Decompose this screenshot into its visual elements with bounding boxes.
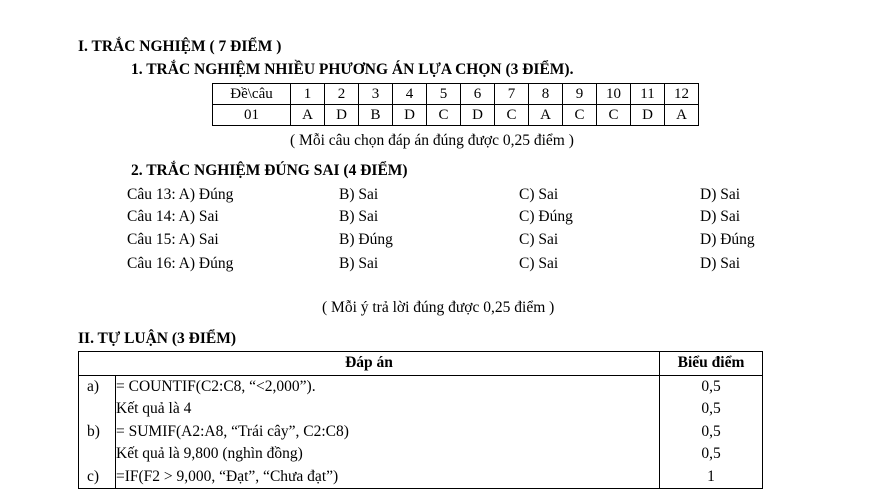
tf-option-b: B) Sai (339, 255, 379, 272)
tf-option-c: C) Sai (519, 231, 559, 248)
essay-row-label (79, 398, 116, 421)
essay-row-points: 0,5 (660, 443, 763, 466)
essay-row-label: c) (79, 466, 116, 489)
essay-row (79, 443, 763, 466)
question-cell: 5 (427, 84, 461, 105)
tf-option-b: B) Sai (339, 208, 379, 225)
answer-cell: C (563, 105, 597, 126)
essay-row (79, 421, 763, 444)
answer-cell: A (529, 105, 563, 126)
answer-cell: C (427, 105, 461, 126)
essay-row-points: 0,5 (660, 421, 763, 444)
tf-option-d: D) Đúng (700, 231, 755, 248)
question-cell: 3 (359, 84, 393, 105)
essay-row (79, 375, 763, 398)
essay-table (78, 351, 763, 489)
essay-header-row (79, 352, 763, 376)
answer-cell: D (631, 105, 665, 126)
answer-column-header: Đáp án (79, 352, 660, 376)
essay-row-label: b) (79, 421, 116, 444)
essay-row-answer: Kết quả là 4 (116, 398, 660, 421)
question-cell: 4 (393, 84, 427, 105)
tf-question-a: Câu 16: A) Đúng (127, 255, 234, 272)
tf-option-d: D) Sai (700, 208, 741, 225)
answer-cell: A (665, 105, 699, 126)
question-cell: 2 (325, 84, 359, 105)
essay-row-points: 0,5 (660, 398, 763, 421)
tf-option-b: B) Sai (339, 186, 379, 203)
tf-question-a: Câu 13: A) Đúng (127, 186, 234, 203)
answer-cell: B (359, 105, 393, 126)
part-1-note: ( Mỗi câu chọn đáp án đúng được 0,25 điểm ) (290, 132, 574, 149)
question-cell: 11 (631, 84, 665, 105)
section-1-title: I. TRẮC NGHIỆM ( 7 ĐIỂM ) (78, 38, 282, 55)
answer-cell: D (325, 105, 359, 126)
essay-row (79, 398, 763, 421)
tf-option-b: B) Đúng (339, 231, 393, 248)
answer-table (212, 83, 699, 126)
question-cell: 10 (597, 84, 631, 105)
tf-option-d: D) Sai (700, 255, 741, 272)
essay-row-points: 1 (660, 466, 763, 489)
answer-table-header-row (213, 84, 699, 105)
question-cell: 7 (495, 84, 529, 105)
essay-row-answer: = SUMIF(A2:A8, “Trái cây”, C2:C8) (116, 421, 660, 444)
header-label-cell: Đề\câu (213, 84, 291, 105)
essay-row-answer: Kết quả là 9,800 (nghìn đồng) (116, 443, 660, 466)
part-1-title: 1. TRẮC NGHIỆM NHIỀU PHƯƠNG ÁN LỰA CHỌN (3 ĐIỂM). (131, 61, 574, 78)
question-cell: 6 (461, 84, 495, 105)
exam-code-cell: 01 (213, 105, 291, 126)
tf-question-a: Câu 14: A) Sai (127, 208, 219, 225)
answer-table-answer-row (213, 105, 699, 126)
part-2-title: 2. TRẮC NGHIỆM ĐÚNG SAI (4 ĐIỂM) (131, 162, 408, 179)
essay-row-label (79, 443, 116, 466)
essay-row-answer: = COUNTIF(C2:C8, “<2,000”). (116, 375, 660, 398)
question-cell: 1 (291, 84, 325, 105)
answer-cell: D (461, 105, 495, 126)
essay-row (79, 466, 763, 489)
section-2-title: II. TỰ LUẬN (3 ĐIỂM) (78, 330, 237, 347)
tf-option-c: C) Sai (519, 255, 559, 272)
question-cell: 12 (665, 84, 699, 105)
question-cell: 8 (529, 84, 563, 105)
tf-question-a: Câu 15: A) Sai (127, 231, 219, 248)
tf-option-c: C) Sai (519, 186, 559, 203)
tf-option-d: D) Sai (700, 186, 741, 203)
essay-row-points: 0,5 (660, 375, 763, 398)
answer-cell: C (495, 105, 529, 126)
essay-row-label: a) (79, 375, 116, 398)
tf-option-c: C) Đúng (519, 208, 573, 225)
points-column-header: Biểu điểm (660, 352, 763, 376)
question-cell: 9 (563, 84, 597, 105)
essay-row-answer: =IF(F2 > 9,000, “Đạt”, “Chưa đạt”) (116, 466, 660, 489)
answer-cell: C (597, 105, 631, 126)
part-2-note: ( Mỗi ý trả lời đúng được 0,25 điểm ) (322, 299, 555, 316)
answer-cell: D (393, 105, 427, 126)
answer-cell: A (291, 105, 325, 126)
